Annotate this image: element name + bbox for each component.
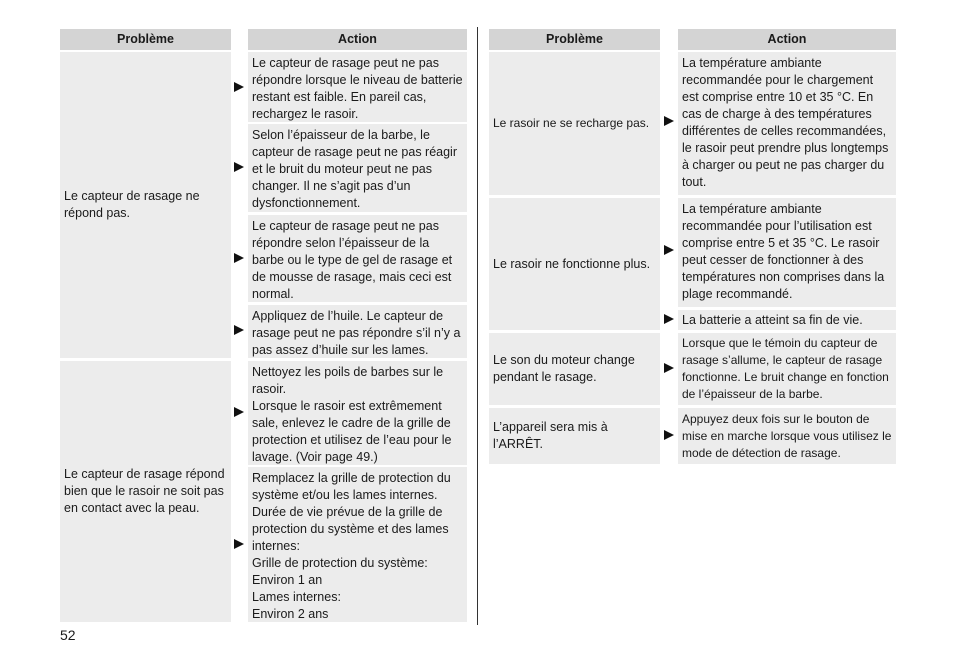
right-problem-cell [489, 198, 660, 330]
left-action-cell [248, 467, 467, 622]
action-text: La température ambiante recommandée pour le chargement est comprise entre 10 et 35 °C. En cas de charge à des températures différentes de celles recommandées, le rasoir peut prendre plus longtemps à charger ou peut ne pas charger du tout. [682, 56, 889, 189]
left-header-problem: Problème [60, 29, 231, 50]
action-text: Lorsque que le témoin du capteur de rasage s’allume, le capteur de rasage fonctionne. Le bruit change en fonction de l’épaisseur de la barbe. [682, 336, 889, 401]
left-action-cell [248, 124, 467, 212]
right-header-action: Action [678, 29, 896, 50]
right-problem-cell [489, 333, 660, 405]
right-action-cell [678, 408, 896, 464]
arrow-icon [234, 82, 244, 92]
right-problem-cell [489, 408, 660, 464]
left-action-cell [248, 361, 467, 465]
right-action-cell [678, 198, 896, 307]
arrow-icon [234, 253, 244, 263]
arrow-icon [234, 407, 244, 417]
left-action-cell [248, 215, 467, 302]
action-text: Appuyez deux fois sur le bouton de mise en marche lorsque vous utilisez le mode de détection de rasage. [682, 412, 892, 460]
right-action-cell [678, 310, 896, 330]
arrow-icon [234, 325, 244, 335]
arrow-icon [664, 430, 674, 440]
problem-text: Le son du moteur change pendant le rasage. [493, 353, 635, 384]
arrow-icon [664, 245, 674, 255]
action-text: Selon l’épaisseur de la barbe, le capteur de rasage peut ne pas réagir et le bruit du moteur peut ne pas changer. Il ne s’agit pas d’un dysfonctionnement. [252, 128, 457, 210]
right-problem-cell [489, 52, 660, 195]
page-number: 52 [60, 627, 76, 643]
left-problem-cell [60, 52, 231, 358]
problem-text: Le rasoir ne se recharge pas. [493, 116, 650, 130]
arrow-icon [234, 539, 244, 549]
left-header-action: Action [248, 29, 467, 50]
arrow-icon [664, 314, 674, 324]
right-action-cell [678, 52, 896, 195]
problem-text: Le capteur de rasage ne répond pas. [64, 189, 200, 220]
left-action-cell [248, 52, 467, 122]
right-header-problem: Problème [489, 29, 660, 50]
problem-text: Le rasoir ne fonctionne plus. [493, 256, 651, 271]
arrow-icon [664, 363, 674, 373]
left-problem-cell [60, 361, 231, 622]
action-text: Appliquez de l’huile. Le capteur de rasage peut ne pas répondre s’il n’y a pas assez d’huile sur les lames. [252, 309, 461, 357]
arrow-icon [234, 162, 244, 172]
action-text: La température ambiante recommandée pour l’utilisation est comprise entre 5 et 35 °C. Le rasoir peut cesser de fonctionner à des températures non comprises dans la plage recommandé. [682, 202, 885, 301]
problem-text: L’appareil sera mis à l’ARRÊT. [493, 420, 608, 451]
action-text: Remplacez la grille de protection du système et/ou les lames internes. Durée de vie prévue de la grille de protection du système et des lames internes: Grille de protection du système: Environ 1 an Lames internes: Environ 2 ans [252, 471, 451, 621]
left-action-cell [248, 305, 467, 358]
action-text: Nettoyez les poils de barbes sur le rasoir. Lorsque le rasoir est extrêmement sale, enlevez le cadre de la grille de protection et utilisez de l’eau pour le lavage. (Voir page 49.) [252, 365, 452, 464]
problem-text: Le capteur de rasage répond bien que le rasoir ne soit pas en contact avec la peau. [64, 467, 225, 515]
column-divider [477, 27, 478, 625]
action-text: Le capteur de rasage peut ne pas répondre selon l’épaisseur de la barbe ou le type de gel de rasage et de mousse de rasage, mais ceci est normal. [252, 219, 453, 301]
right-action-cell [678, 333, 896, 405]
action-text: Le capteur de rasage peut ne pas répondre lorsque le niveau de batterie restant est faible. En pareil cas, rechargez le rasoir. [252, 56, 463, 121]
action-text: La batterie a atteint sa fin de vie. [682, 313, 863, 327]
arrow-icon [664, 116, 674, 126]
